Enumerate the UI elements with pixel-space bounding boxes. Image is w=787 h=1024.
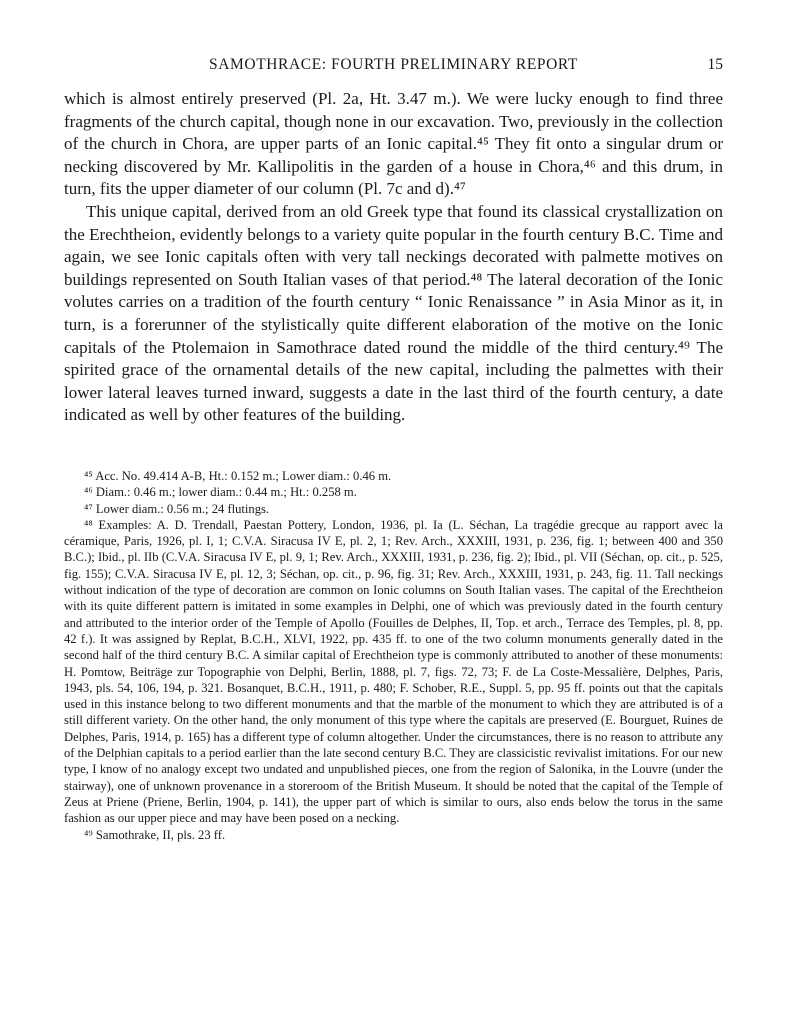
main-text bbox=[64, 88, 723, 427]
footnote-48: ⁴⁸ Examples: A. D. Trendall, Paestan Pottery, London, 1936, pl. Ia (L. Séchan, La tragédie grecque au rapport avec la céramique, Paris, 1926, pl. I, 1; C.V.A. Siracusa IV E, pl. 2, 1; Rev. Arch., XXXIII, 1931, p. 236, fig. 1; between 400 and 350 B.C.); Ibid., pl. IIb (C.V.A. Siracusa IV E, pl. 9, 1; Rev. Arch., XXXIII, 1931, p. 236, fig. 2); Ibid., pl. VII (Séchan, op. cit., p. 525, fig. 155); C.V.A. Siracusa IV E, pl. 12, 3; Séchan, op. cit., p. 96, fig. 31; Rev. Arch., XXXIII, 1931, p. 243, fig. 11. Tall neckings without indication of the type of decoration are common on Ionic columns on South Italian vases. The capital of the Erechtheion with its quite different pattern is imitated in some examples in Delphi, one of which was previously dated in the fourth century and attributed to the interior order of the Temple of Apollo (Fouilles de Delphes, II, Top. et arch., Terrace des Temples, pl. 8, pp. 42 f.). It was assigned by Replat, B.C.H., XLVI, 1922, pp. 435 ff. to one of the two column monuments generally dated in the second half of the third century B.C. A similar capital of Erechtheion type is commonly attributed to another of these monuments: H. Pomtow, Beiträge zur Topographie von Delphi, Berlin, 1888, pl. 7, figs. 72, 73; F. de La Coste-Messalière, Delphes, Paris, 1943, pls. 54, 106, 194, p. 321. Bosanquet, B.C.H., 1911, p. 480; F. Schober, R.E., Suppl. 5, pp. 95 ff. points out that the capitals used in this instance belong to two different monuments and that the marble of the monument to which they are attributed is of a still different variety. On the other hand, the only monument of this type where the capitals are preserved (E. Bourguet, Ruines de Delphes, Paris, 1914, p. 165) has a different type of column altogether. Under the circumstances, there is no reason to attribute any of the Delphian capitals to a period earlier than the late second century B.C. They are classicistic revivalist imitations. For our new type, I know of no analogy except two undated and unpublished pieces, one from the region of Salonika, in the Louvre (under the stairway), one of unknown provenance in a storeroom of the British Museum. It should be noted that the capital of the Temple of Zeus at Priene (Priene, Berlin, 1904, p. 141), the upper part of which is similar to ours, also ends below the torus in the same fashion as our upper piece and may have been posed on a necking. bbox=[64, 517, 723, 826]
footnote-47: ⁴⁷ Lower diam.: 0.56 m.; 24 flutings. bbox=[84, 501, 270, 516]
footnote-46: ⁴⁶ Diam.: 0.46 m.; lower diam.: 0.44 m.; Ht.: 0.258 m. bbox=[84, 485, 357, 500]
page-number: 15 bbox=[707, 56, 723, 73]
paragraph-1: which is almost entirely preserved (Pl. 2a, Ht. 3.47 m.). We were lucky enough to find three fragments of the church capital, though none in our excavation. Two, previously in the collection of the church in Chora, are upper parts of an Ionic capital.⁴⁵ They fit onto a singular drum or necking discovered by Mr. Kallipolitis in the garden of a house in Chora,⁴⁶ and this drum, in turn, fits the upper diameter of our column (Pl. 7c and d).⁴⁷ bbox=[64, 89, 723, 199]
footnote-49: ⁴⁹ Samothrake, II, pls. 23 ff. bbox=[84, 827, 226, 842]
running-title: SAMOTHRACE: FOURTH PRELIMINARY REPORT bbox=[209, 56, 578, 73]
running-head bbox=[0, 56, 787, 78]
footnote-45: ⁴⁵ Acc. No. 49.414 A-B, Ht.: 0.152 m.; Lower diam.: 0.46 m. bbox=[84, 469, 392, 483]
footnotes bbox=[64, 468, 723, 843]
paragraph-2: This unique capital, derived from an old Greek type that found its classical crystallization on the Erechtheion, evidently belongs to a variety quite popular in the fourth century B.C. Time and again, we see Ionic capitals often with very tall neckings decorated with palmette motives on buildings represented on South Italian vases of that period.⁴⁸ The lateral decoration of the Ionic volutes carries on a tradition of the fourth century “ Ionic Renaissance ” in Asia Minor as it, in turn, is a forerunner of the stylistically quite different elaboration of the motive on the Ionic capitals of the Ptolemaion in Samothrace dated round the middle of the third century.⁴⁹ The spirited grace of the ornamental details of the new capital, including the palmettes with their lower lateral leaves turned inward, suggests a date in the last third of the fourth century, a date indicated as well by other features of the building. bbox=[64, 201, 723, 425]
